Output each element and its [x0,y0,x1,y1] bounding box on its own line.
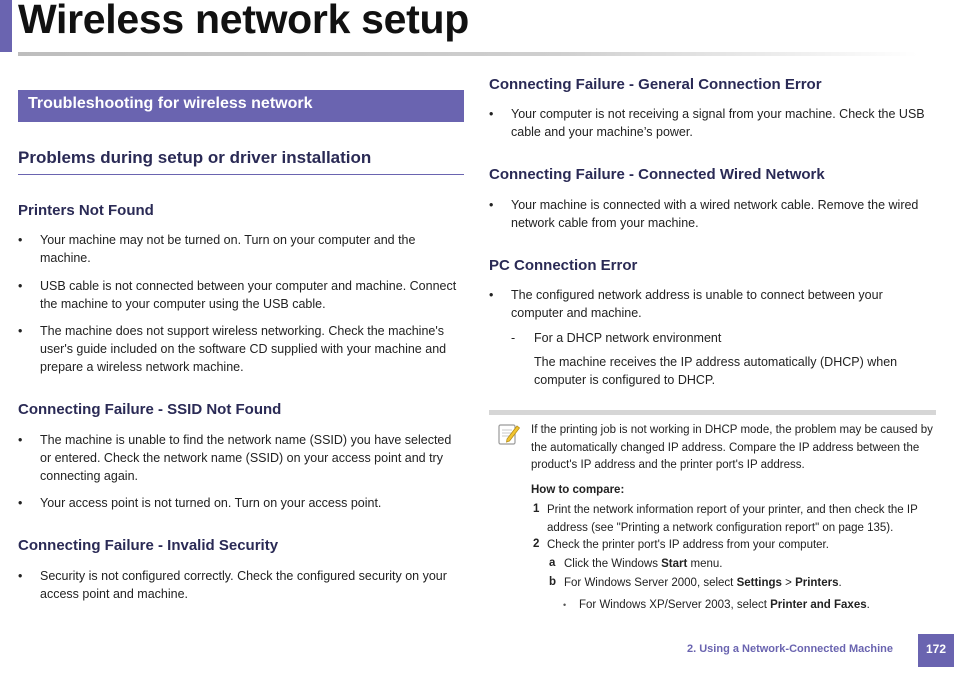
general-error-heading: Connecting Failure - General Connection Error [489,76,822,93]
bullet-icon: • [489,198,494,212]
list-item: • Your machine may not be turned on. Turn on your computer and the machine. [18,233,416,265]
substep-letter: a [549,557,556,569]
sub-dash: - [511,331,516,345]
dhcp-description: The machine receives the IP address automatically (DHCP) when computer is configured to DHCP. [534,355,898,387]
note-icon [497,422,521,446]
note-intro: If the printing job is not working in DHCP mode, the problem may be caused by the automatically changed IP address. Compare the IP address between the product's IP address and the printer port's IP address. [531,424,933,471]
substep-letter: b [549,576,557,588]
page-title: Wireless network setup [18,0,470,42]
step-1-text: Print the network information report of your printer, and then check the IP address (see "Printing a network configuration report" on page 135). [547,504,918,534]
step-number: 2 [533,538,540,550]
bullet-icon: • [18,324,23,338]
substep-a-text: Click the Windows Start menu. [564,558,723,570]
problems-heading: Problems during setup or driver installation [18,148,372,167]
bullet-icon: • [18,433,23,447]
dhcp-subitem: For a DHCP network environment [534,331,722,345]
wired-network-heading: Connecting Failure - Connected Wired Network [489,166,825,183]
bullet-icon: • [18,279,23,293]
list-item: • The configured network address is unable to connect between your computer and machine. [489,288,883,320]
list-item: • USB cable is not connected between your computer and machine. Connect the machine to your computer using the USB cable. [18,279,457,311]
list-item: • Your computer is not receiving a signal from your machine. Check the USB cable and your machine’s power. [489,107,925,139]
substep-b-text: For Windows Server 2000, select Settings > Printers. [564,577,842,589]
heading-divider [18,174,464,175]
bullet-icon: • [489,107,494,121]
footer-chapter: 2. Using a Network-Connected Machine [687,643,893,655]
bullet-icon: • [18,496,23,510]
list-item: • Security is not configured correctly. Check the configured security on your access point and machine. [18,569,447,601]
list-item: • Your access point is not turned on. Turn on your access point. [18,496,382,510]
bullet-icon: • [18,233,23,247]
bullet-icon: • [563,600,567,610]
list-item: • Your machine is connected with a wired network cable. Remove the wired network cable from your machine. [489,198,919,230]
pc-connection-heading: PC Connection Error [489,257,638,274]
step-2-text: Check the printer port's IP address from your computer. [547,539,829,551]
list-item: • The machine is unable to find the network name (SSID) you have selected or entered. Check the network name (SSID) on your access point and try connecting again. [18,433,452,483]
title-divider [18,52,918,56]
bullet-icon: • [18,569,23,583]
list-item: • The machine does not support wireless networking. Check the machine's user's guide included on the software CD supplied with your machine and prepare a wireless network machine. [18,324,447,374]
printers-not-found-heading: Printers Not Found [18,202,154,219]
invalid-security-heading: Connecting Failure - Invalid Security [18,537,279,554]
bullet-icon: • [489,288,494,302]
substep-xp-text: For Windows XP/Server 2003, select Printer and Faxes. [579,599,870,611]
step-number: 1 [533,503,540,515]
section-banner: Troubleshooting for wireless network [18,90,464,122]
title-accent-bar [0,0,12,52]
page-number: 172 [918,634,954,667]
how-to-compare-label: How to compare: [531,484,625,496]
ssid-heading: Connecting Failure - SSID Not Found [18,401,282,418]
